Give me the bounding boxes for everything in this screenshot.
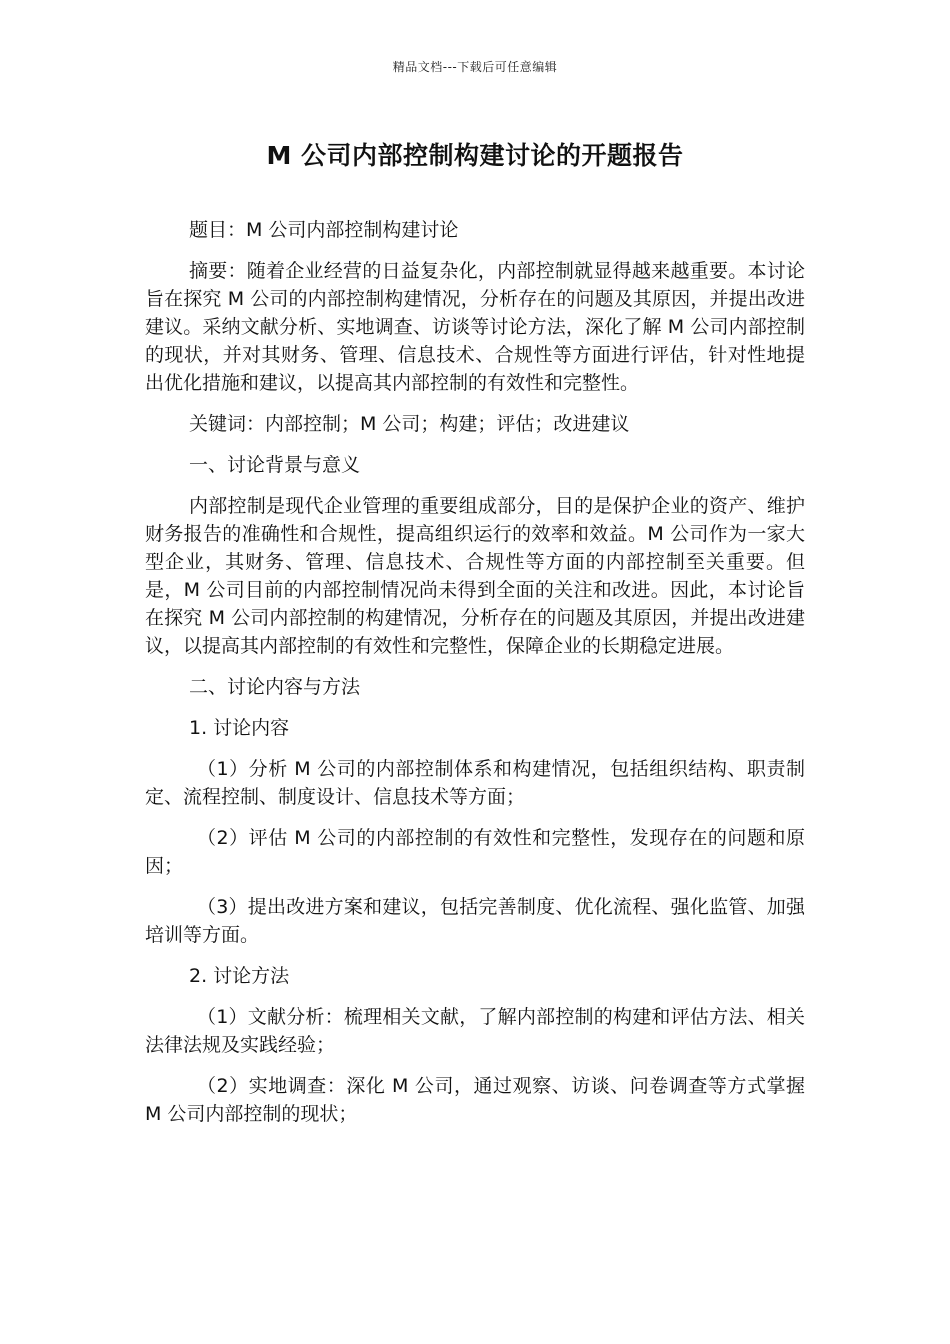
method-item-1: （1）文献分析：梳理相关文献，了解内部控制的构建和评估方法、相关法律法规及实践经验； xyxy=(145,1006,805,1056)
abstract-paragraph: 摘要：随着企业经营的日益复杂化，内部控制就显得越来越重要。本讨论旨在探究 M 公司的内部控制构建情况，分析存在的问题及其原因，并提出改进建议。采纳文献分析、实地调查、访谈等讨论方法，深化了解 M 公司内部控制的现状，并对其财务、管理、信息技术、合规性等方面进行评估，针对性地提出优化措施和建议，以提高其内部控制的有效性和完整性。 xyxy=(145,260,805,394)
background-paragraph: 内部控制是现代企业管理的重要组成部分，目的是保护企业的资产、维护财务报告的准确性和合规性，提高组织运行的效率和效益。M 公司作为一家大型企业，其财务、管理、信息技术、合规性等方面的内部控制至关重要。但是，M 公司目前的内部控制情况尚未得到全面的关注和改进。因此，本讨论旨在探究 M 公司内部控制的构建情况，分析存在的问题及其原因，并提出改进建议，以提高其内部控制的有效性和完整性，保障企业的长期稳定进展。 xyxy=(145,495,805,657)
method-item-2: （2）实地调查：深化 M 公司，通过观察、访谈、问卷调查等方式掌握 M 公司内部控制的现状； xyxy=(145,1075,805,1125)
document-body xyxy=(145,216,805,1141)
subheading-content: 1. 讨论内容 xyxy=(189,717,290,739)
topic-line: 题目：M 公司内部控制构建讨论 xyxy=(189,219,459,241)
content-item-2: （2）评估 M 公司的内部控制的有效性和完整性，发现存在的问题和原因； xyxy=(145,827,805,877)
page-header: 精品文档---下载后可任意编辑 xyxy=(392,60,558,74)
section-heading-content-method: 二、讨论内容与方法 xyxy=(189,676,361,698)
content-item-3: （3）提出改进方案和建议，包括完善制度、优化流程、强化监管、加强培训等方面。 xyxy=(145,896,805,946)
keywords-line: 关键词：内部控制；M 公司；构建；评估；改进建议 xyxy=(189,413,630,435)
subheading-method: 2. 讨论方法 xyxy=(189,965,290,987)
document-title: M 公司内部控制构建讨论的开题报告 xyxy=(266,141,684,170)
section-heading-background: 一、讨论背景与意义 xyxy=(189,454,361,476)
content-item-1: （1）分析 M 公司的内部控制体系和构建情况，包括组织结构、职责制定、流程控制、制度设计、信息技术等方面； xyxy=(145,758,805,808)
